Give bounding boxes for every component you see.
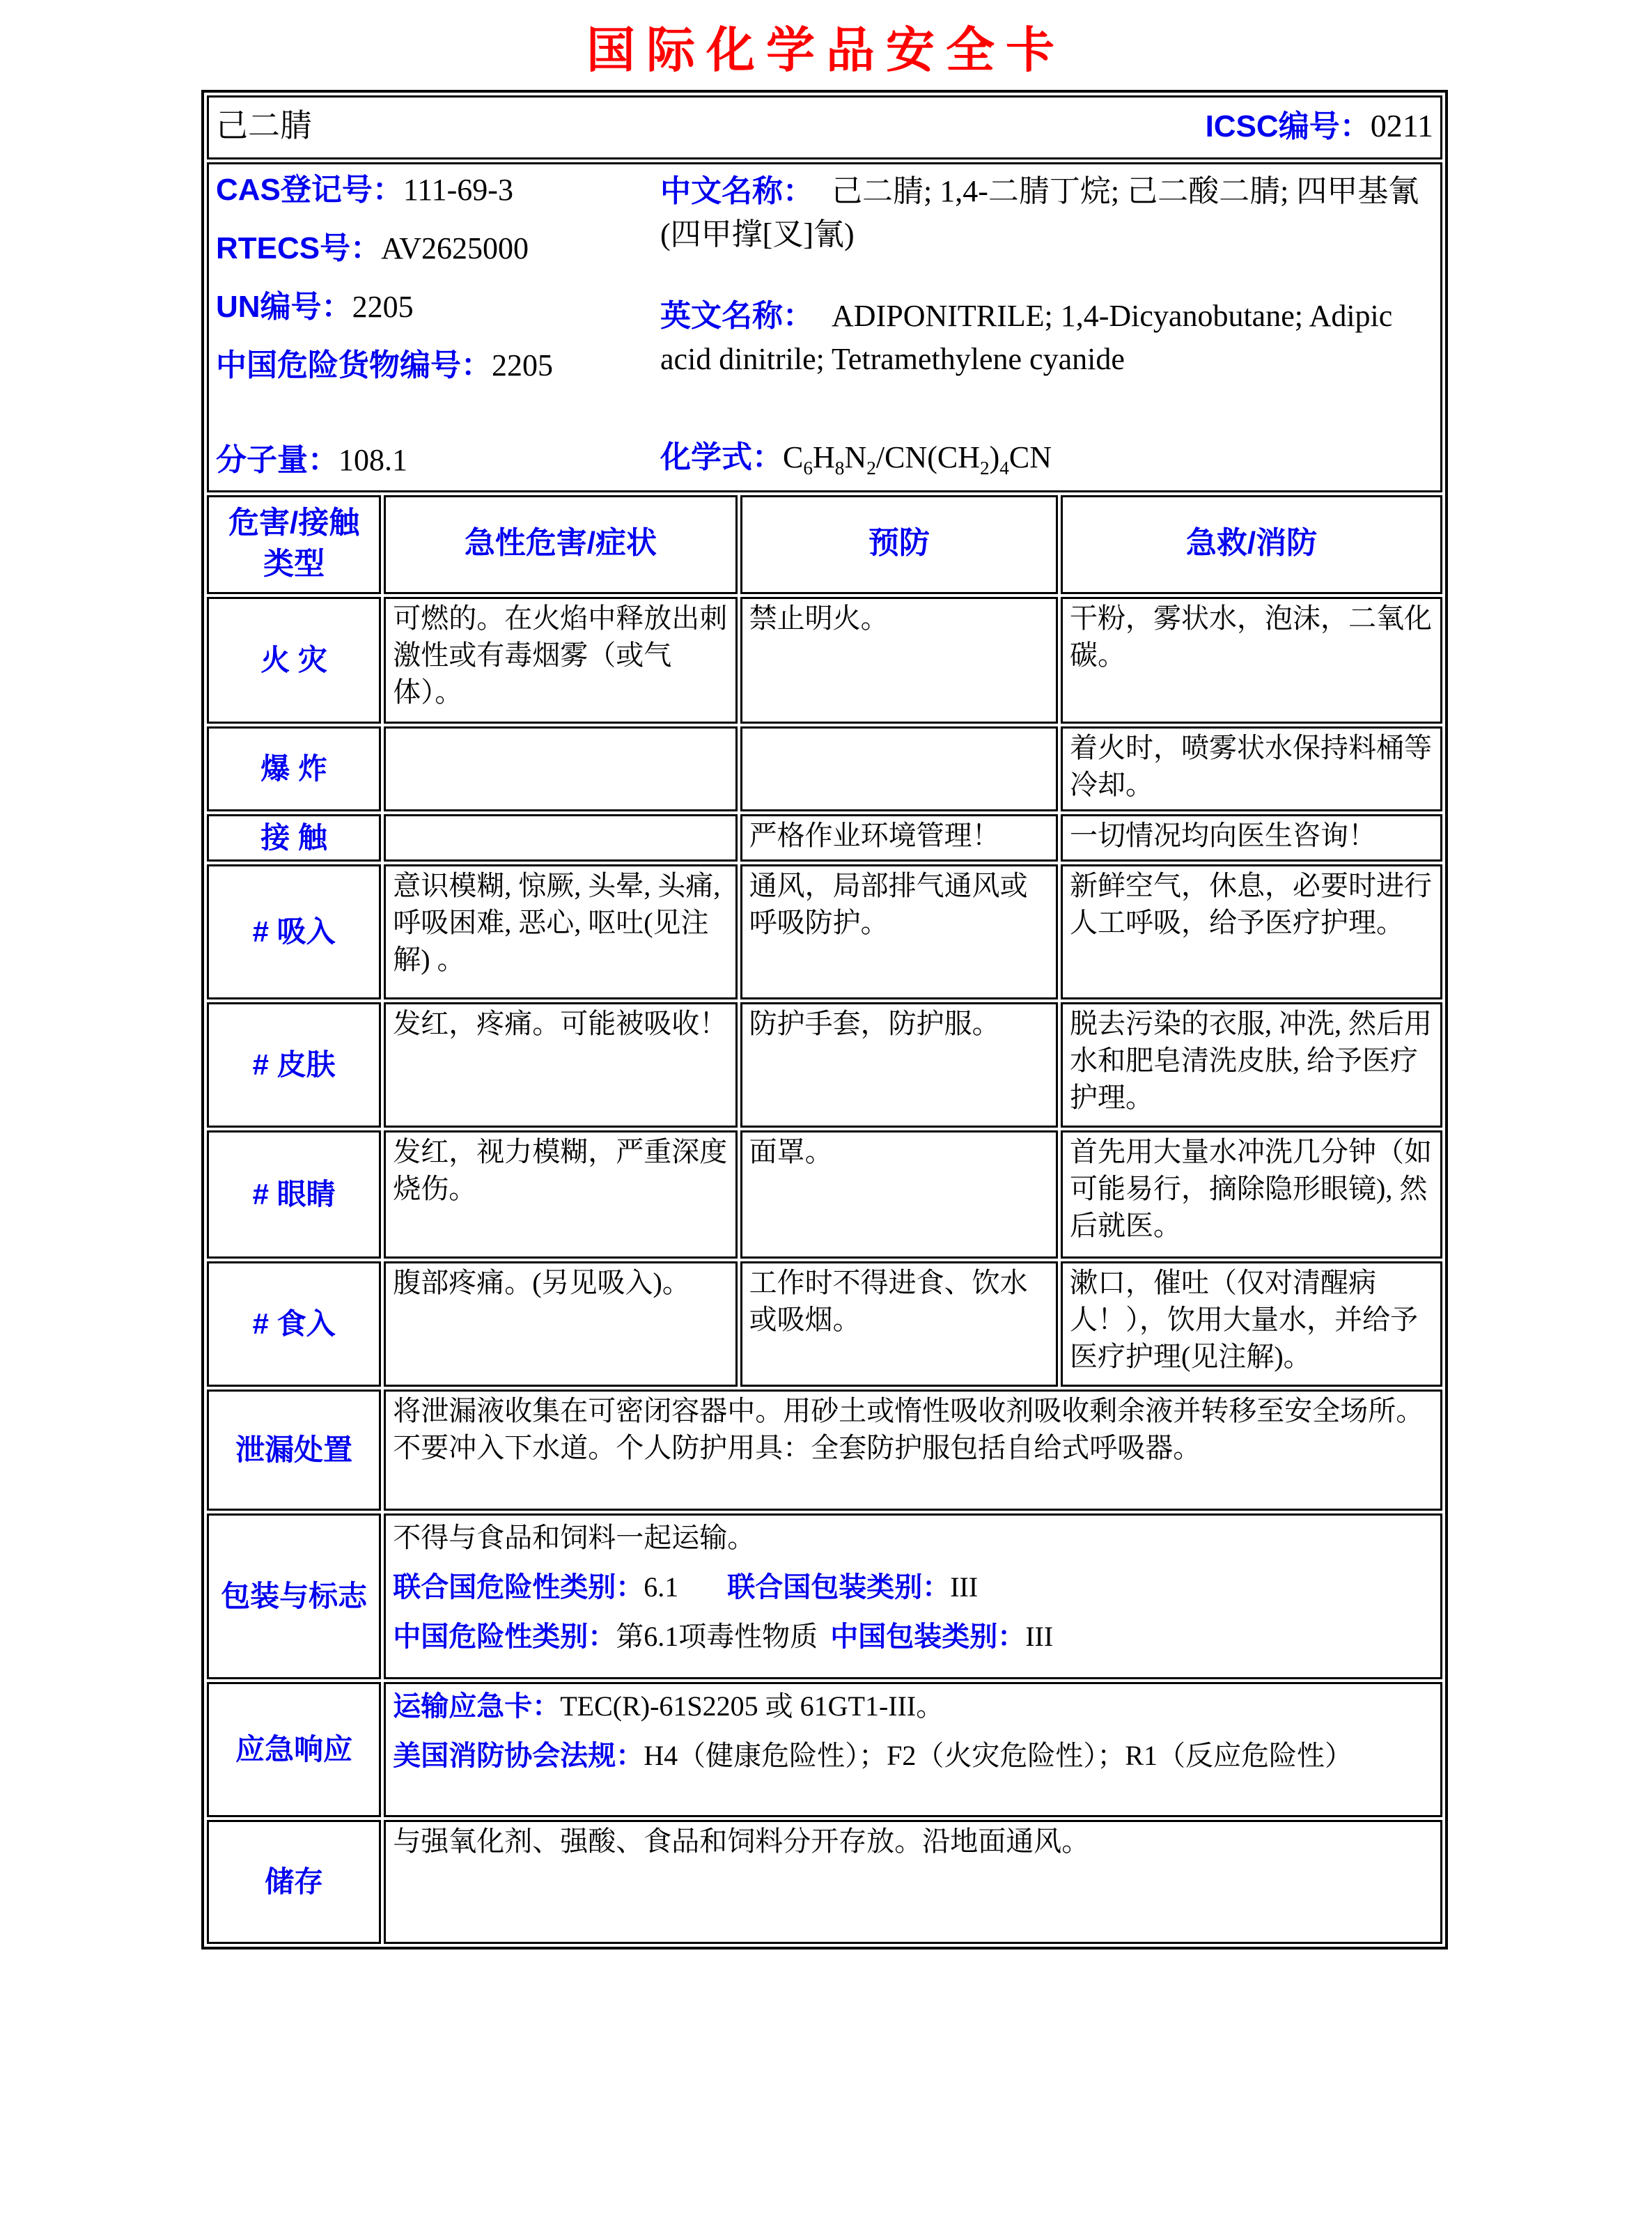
eyes-prevention: 面罩。: [740, 1130, 1058, 1259]
eyes-first-aid: 首先用大量水冲洗几分钟（如可能易行，摘除隐形眼镜), 然后就医。: [1061, 1130, 1442, 1259]
inhalation-symptoms: 意识模糊, 惊厥, 头晕, 头痛, 呼吸困难, 恶心, 呕吐(见注解) 。: [384, 864, 737, 999]
storage-text: 与强氧化剂、强酸、食品和饲料分开存放。沿地面通风。: [384, 1820, 1442, 1944]
header-prevention: 预防: [740, 495, 1058, 594]
row-label-fire: 火 灾: [207, 597, 381, 724]
contact-prevention: 严格作业环境管理！: [740, 814, 1058, 862]
emergency-row: [207, 1682, 1442, 1817]
ingestion-first-aid: 漱口，催吐（仅对清醒病人！），饮用大量水，并给予医疗护理(见注解)。: [1061, 1261, 1442, 1387]
skin-first-aid: 脱去污染的衣服, 冲洗, 然后用水和肥皂清洗皮肤, 给予医疗护理。: [1061, 1002, 1442, 1128]
row-label-ingestion: # 食入: [207, 1261, 381, 1387]
emergency-content: [384, 1682, 1442, 1817]
molecular-weight: 分子量：108.1: [216, 442, 407, 477]
spill-text: 将泄漏液收集在可密闭容器中。用砂土或惰性吸收剂吸收剩余液并转移至安全场所。不要冲入下水道。个人防护用具：全套防护服包括自给式呼吸器。: [384, 1390, 1442, 1511]
eyes-symptoms: 发红，视力模糊，严重深度烧伤。: [384, 1130, 737, 1259]
rtecs-number: RTECS号：AV2625000: [216, 231, 529, 266]
packaging-row: [207, 1513, 1442, 1679]
packaging-cn-classes: 中国危险性类别：第6.1项毒性物质 中国包装类别：III: [393, 1620, 1054, 1652]
contact-symptoms: [384, 814, 737, 862]
identifiers-right: [660, 166, 1433, 486]
hazard-row-fire: [207, 597, 1442, 724]
row-label-packaging: 包装与标志: [207, 1513, 381, 1679]
row-label-storage: 储存: [207, 1820, 381, 1944]
hazard-header-row: [207, 495, 1442, 594]
header-hazard-type: 危害/接触类型: [207, 495, 381, 594]
fire-prevention: 禁止明火。: [740, 597, 1058, 724]
row-label-emergency: 应急响应: [207, 1682, 381, 1817]
hazard-row-skin: [207, 1002, 1442, 1128]
hazard-row-inhalation: [207, 864, 1442, 999]
hazard-row-contact: [207, 814, 1442, 862]
ingestion-symptoms: 腹部疼痛。(另见吸入)。: [384, 1261, 737, 1387]
packaging-transport-note: 不得与食品和饲料一起运输。: [393, 1522, 756, 1553]
row-label-explosion: 爆 炸: [207, 726, 381, 811]
page-title: 国际化学品安全卡: [586, 23, 1066, 77]
skin-prevention: 防护手套，防护服。: [740, 1002, 1058, 1128]
row-label-eyes: # 眼睛: [207, 1130, 381, 1259]
inhalation-first-aid: 新鲜空气，休息，必要时进行人工呼吸，给予医疗护理。: [1061, 864, 1442, 999]
fire-symptoms: 可燃的。在火焰中释放出刺激性或有毒烟雾（或气体）。: [384, 597, 737, 724]
formula-value: $C_6H_8N_2/CN(CH_2)_4CN$: [783, 440, 1052, 478]
hazard-row-ingestion: [207, 1261, 1442, 1387]
packaging-un-classes: 联合国危险性类别：6.1 联合国包装类别：III: [393, 1571, 979, 1603]
emergency-nfpa: 美国消防协会法规：H4（健康危险性）；F2（火灾危险性）；R1（反应危险性）: [393, 1739, 1353, 1771]
icsc-number-field: [1206, 105, 1433, 148]
substance-name: 己二腈: [216, 107, 312, 143]
title-row: [207, 95, 1442, 159]
icsc-number: 0211: [1370, 107, 1433, 143]
row-label-spill: 泄漏处置: [207, 1390, 381, 1511]
ingestion-prevention: 工作时不得进食、饮水或吸烟。: [740, 1261, 1058, 1387]
cas-number: CAS登记号：111-69-3: [216, 173, 513, 207]
skin-symptoms: 发红，疼痛。可能被吸收！: [384, 1002, 737, 1128]
un-number: UN编号：2205: [216, 290, 414, 325]
spill-row: [207, 1390, 1442, 1511]
packaging-content: [384, 1513, 1442, 1679]
row-label-inhalation: # 吸入: [207, 864, 381, 999]
contact-first-aid: 一切情况均向医生咨询！: [1061, 814, 1442, 862]
emergency-tec: 运输应急卡：TEC(R)-61S2205 或 61GT1-III。: [393, 1690, 944, 1722]
chemical-formula: 化学式：$C_6H_8N_2/CN(CH_2)_4CN$: [660, 440, 1052, 478]
header-symptoms: 急性危害/症状: [384, 495, 737, 594]
explosion-prevention: [740, 726, 1058, 811]
icsc-card-table: [201, 90, 1448, 1949]
identifiers-row: [207, 162, 1442, 492]
explosion-symptoms: [384, 726, 737, 811]
header-first-aid: 急救/消防: [1061, 495, 1442, 594]
china-dg-number: 中国危险货物编号：2205: [216, 348, 553, 383]
storage-row: [207, 1820, 1442, 1944]
explosion-first-aid: 着火时，喷雾状水保持料桶等冷却。: [1061, 726, 1442, 811]
english-name: 英文名称： ADIPONITRILE; 1,4-Dicyanobutane; Adipic acid dinitrile; Tetramethylene cyanide: [660, 299, 1393, 376]
icsc-label: ICSC编号：: [1205, 109, 1371, 143]
row-label-contact: 接 触: [207, 814, 381, 862]
hazard-row-explosion: [207, 726, 1442, 811]
fire-first-aid: 干粉，雾状水，泡沫，二氧化碳。: [1061, 597, 1442, 724]
inhalation-prevention: 通风，局部排气通风或呼吸防护。: [740, 864, 1058, 999]
chinese-name: 中文名称： 己二腈; 1,4-二腈丁烷; 己二酸二腈; 四甲基氰(四甲撑[叉]氰): [660, 174, 1419, 251]
identifiers-left: [216, 166, 660, 486]
row-label-skin: # 皮肤: [207, 1002, 381, 1128]
hazard-row-eyes: [207, 1130, 1442, 1259]
